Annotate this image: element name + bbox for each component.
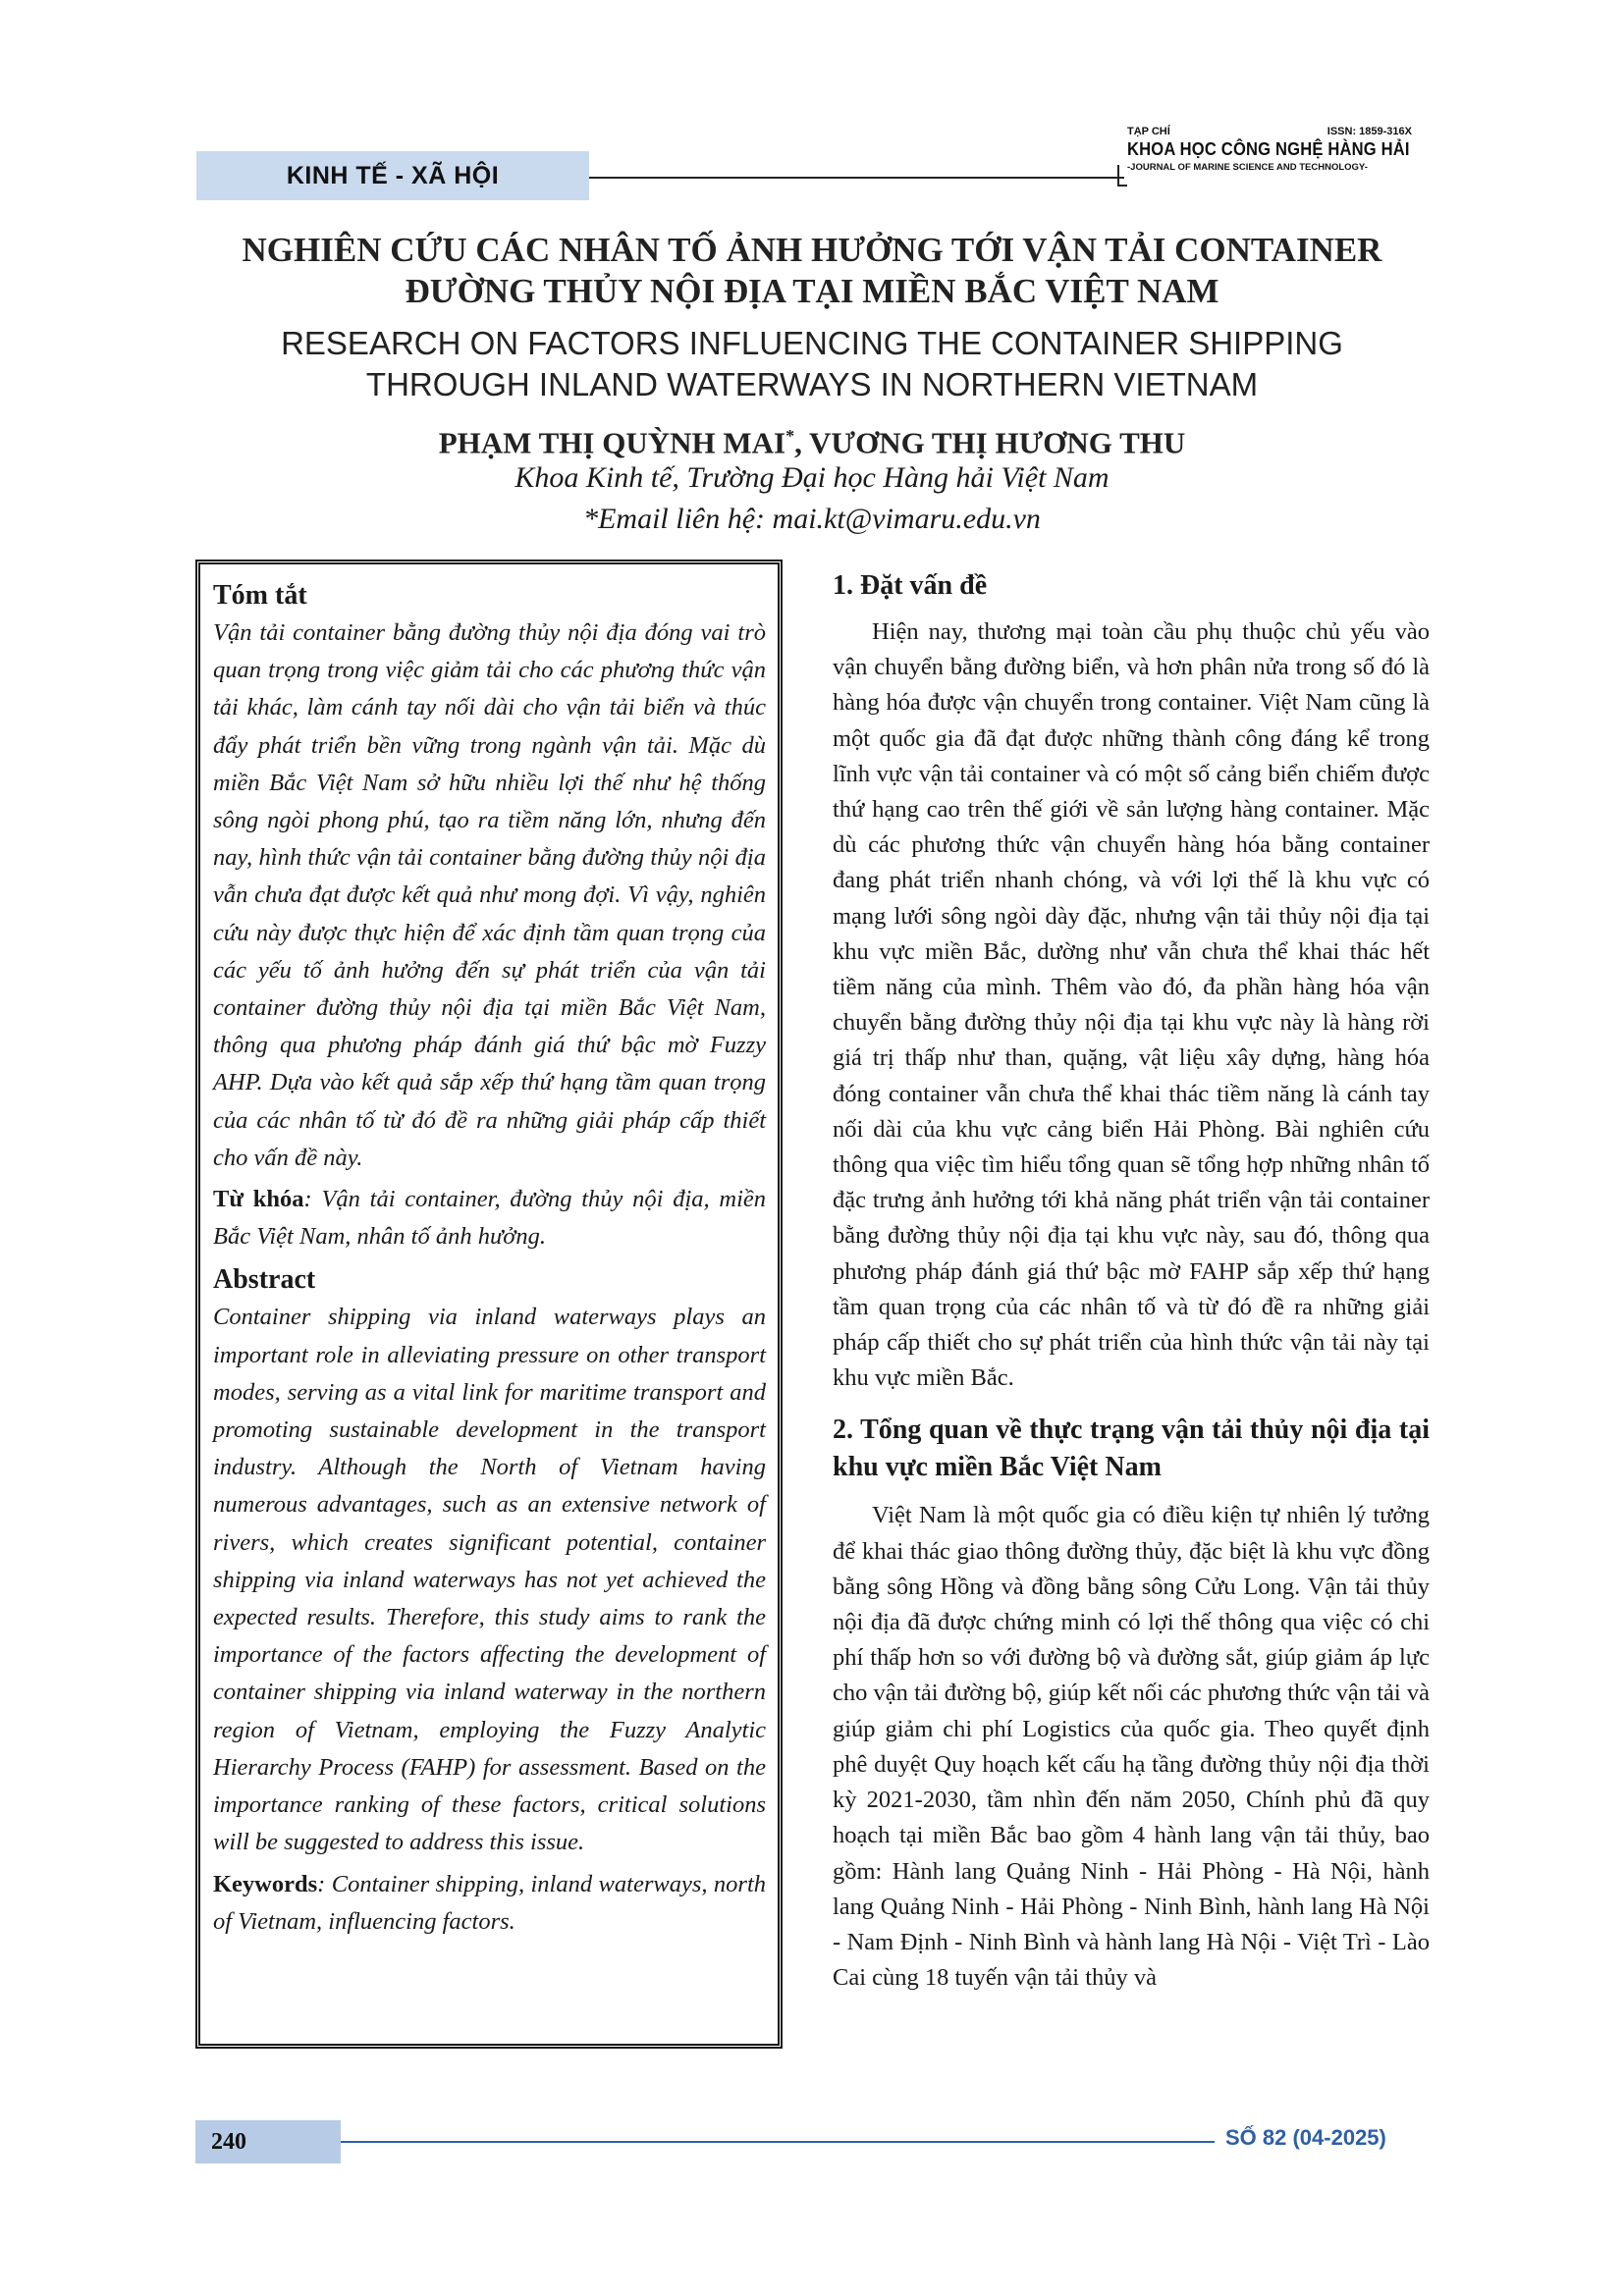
page-number [195,2120,341,2163]
keywords-vi-label: Từ khóa [213,1186,304,1213]
section-tag-label: KINH TẾ - XÃ HỘI [286,161,500,189]
abstract-en-text: Container shipping via inland waterways plays an important role in alleviating pressure on other transport modes, serving as a vital link for maritime transport and promoting sustainable development in the transport industry. Although the North of Vietnam having numerous advantages, such as an extensive network of rivers, which creates significant potential, container shipping via inland waterways has not yet achieved the expected results. Therefore, this study aims to rank the importance of the factors affecting the development of container shipping via inland waterway in the northern region of Vietnam, employing the Fuzzy Analytic Hierarchy Process (FAHP) for assessment. Based on the importance ranking of these factors, critical solutions will be suggested to address this issue. [213,1304,766,1856]
title-vi-line-1: NGHIÊN CỨU CÁC NHÂN TỐ ẢNH HƯỞNG TỚI VẬN TẢI CONTAINER [242,231,1382,269]
journal-prefix: TẠP CHÍ [1127,126,1170,137]
contact-email: *Email liên hệ: mai.kt@vimaru.edu.vn [583,503,1041,535]
title-vi-line-2: ĐƯỜNG THỦY NỘI ĐỊA TẠI MIỀN BẮC VIỆT NAM [405,272,1219,310]
section-1-text: Hiện nay, thương mại toàn cầu phụ thuộc chủ yếu vào vận chuyển bằng đường biển, và hơn phân nửa trong số đó là hàng hóa được vận chuyển trong container. Việt Nam cũng là một quốc gia đã đạt được những thành công đáng kể trong lĩnh vực vận tải container và có một số cảng biển chiếm được thứ hạng cao trên thế giới về sản lượng hàng container. Mặc dù các phương thức vận chuyển hàng hóa bằng container đang phát triển nhanh chóng, và với lợi thế là khu vực có mạng lưới sông ngòi dày đặc, nhưng vận tải thủy nội địa tại khu vực miền Bắc, dường như vẫn chưa thể khai thác hết tiềm năng của mình. Thêm vào đó, đa phần hàng hóa vận chuyển bằng đường thủy nội địa tại khu vực này là hàng rời giá trị thấp như than, quặng, vật liệu xây dựng, hàng hóa đóng container vẫn chưa thể khai thác tiềm năng là cánh tay nối dài của khu vực cảng biển Hải Phòng. Bài nghiên cứu thông qua việc tìm hiểu tổng quan sẽ tổng hợp những nhân tố đặc trưng ảnh hưởng tới khả năng phát triển vận tải container bằng đường thủy nội địa tại khu vực này, sau đó, thông qua phương pháp đánh giá thứ bậc mờ FAHP sắp xếp thứ hạng tầm quan trọng của các nhân tố và từ đó đề ra những giải pháp cấp thiết cho sự phát triển của hình thức vận tải này tại khu vực miền Bắc. [833,618,1430,1392]
section-1-heading: 1. Đặt vấn đề [833,570,988,601]
footer-divider [341,2141,1215,2143]
journal-subtitle-text: JOURNAL OF MARINE SCIENCE AND TECHNOLOGY [1130,162,1365,173]
body-column [833,567,1430,1996]
keywords-en-text: : Container shipping, inland waterways, north of Vietnam, influencing factors. [213,1870,766,1935]
section-tag [196,151,589,200]
page-number-text: 240 [211,2128,246,2155]
journal-issn: ISSN: 1859-316X [1326,126,1412,137]
abstract-box [213,577,766,1941]
title-en-line-1: RESEARCH ON FACTORS INFLUENCING THE CONTAINER SHIPPING [281,325,1343,361]
title-english [118,323,1506,405]
abstract-vi-text: Vận tải container bằng đường thủy nội địa đóng vai trò quan trọng trong việc giảm tải cho các phương thức vận tải khác, làm cánh tay nối dài cho vận tải biển và thúc đẩy phát triển bền vững trong ngành vận tải. Mặc dù miền Bắc Việt Nam sở hữu nhiều lợi thế như hệ thống sông ngòi phong phú, tạo ra tiềm năng lớn, nhưng đến nay, hình thức vận tải container bằng đường thủy nội địa vẫn chưa đạt được kết quả như mong đợi. Vì vậy, nghiên cứu này được thực hiện để xác định tầm quan trọng của các yếu tố ảnh hưởng đến sự phát triển của vận tải container đường thủy nội địa tại miền Bắc Việt Nam, thông qua phương pháp đánh giá thứ bậc mờ Fuzzy AHP. Dựa vào kết quả sắp xếp thứ hạng tầm quan trọng của các nhân tố từ đó đề ra những giải pháp cấp thiết cho vấn đề này. [213,619,766,1171]
authors [118,416,1506,462]
title-en-line-2: THROUGH INLAND WATERWAYS IN NORTHERN VIETNAM [365,366,1259,402]
journal-masthead [1127,126,1422,173]
section-2-heading: 2. Tổng quan về thực trạng vận tải thủy nội địa tại khu vực miền Bắc Việt Nam [833,1415,1430,1483]
abstract-en-heading: Abstract [213,1264,316,1296]
title-vietnamese [118,230,1506,312]
affiliation: Khoa Kinh tế, Trường Đại học Hàng hải Việt Nam [514,461,1110,494]
corresponding-mark: * [785,426,795,446]
journal-top-row [1127,126,1412,137]
journal-name: KHOA HỌC CÔNG NGHỆ HÀNG HẢI [1127,139,1410,159]
author-1: PHẠM THỊ QUỲNH MAI [438,425,786,460]
journal-subtitle: -JOURNAL OF MARINE SCIENCE AND TECHNOLOGY- [1127,162,1368,173]
keywords-en-label: Keywords [213,1870,318,1897]
keywords-vi-text: : Vận tải container, đường thủy nội địa, miền Bắc Việt Nam, nhân tố ảnh hưởng. [213,1186,767,1251]
keywords-en [213,1866,766,1941]
abstract-vi-heading: Tóm tắt [213,580,307,611]
issue-number: SỐ 82 (04-2025) [1225,2125,1386,2150]
section-2-text: Việt Nam là một quốc gia có điều kiện tự nhiên lý tưởng để khai thác giao thông đường thủy, đặc biệt là khu vực đồng bằng sông Hồng và đồng bằng sông Cửu Long. Vận tải thủy nội địa đã được chứng minh có lợi thế thông qua việc có chi phí thấp hơn so với đường bộ và đường sắt, giúp giảm áp lực cho vận tải đường bộ, giúp kết nối các phương thức vận tải và giúp giảm chi phí Logistics của quốc gia. Theo quyết định phê duyệt Quy hoạch kết cấu hạ tầng đường thủy nội địa thời kỳ 2021-2030, tầm nhìn đến năm 2050, Chính phủ đã quy hoạch tại miền Bắc bao gồm 4 hành lang vận tải thủy, bao gồm: Hành lang Quảng Ninh - Hải Phòng - Hà Nội, hành lang Quảng Ninh - Hải Phòng - Ninh Bình, hành lang Hà Nội - Nam Định - Ninh Bình và hành lang Hà Nội - Việt Trì - Lào Cai cùng 18 tuyến vận tải thủy và [833,1502,1430,1992]
keywords-vi [213,1181,766,1255]
header-divider [589,177,1124,179]
author-2: , VƯƠNG THỊ HƯƠNG THU [794,425,1186,460]
header-bracket [1117,165,1127,187]
